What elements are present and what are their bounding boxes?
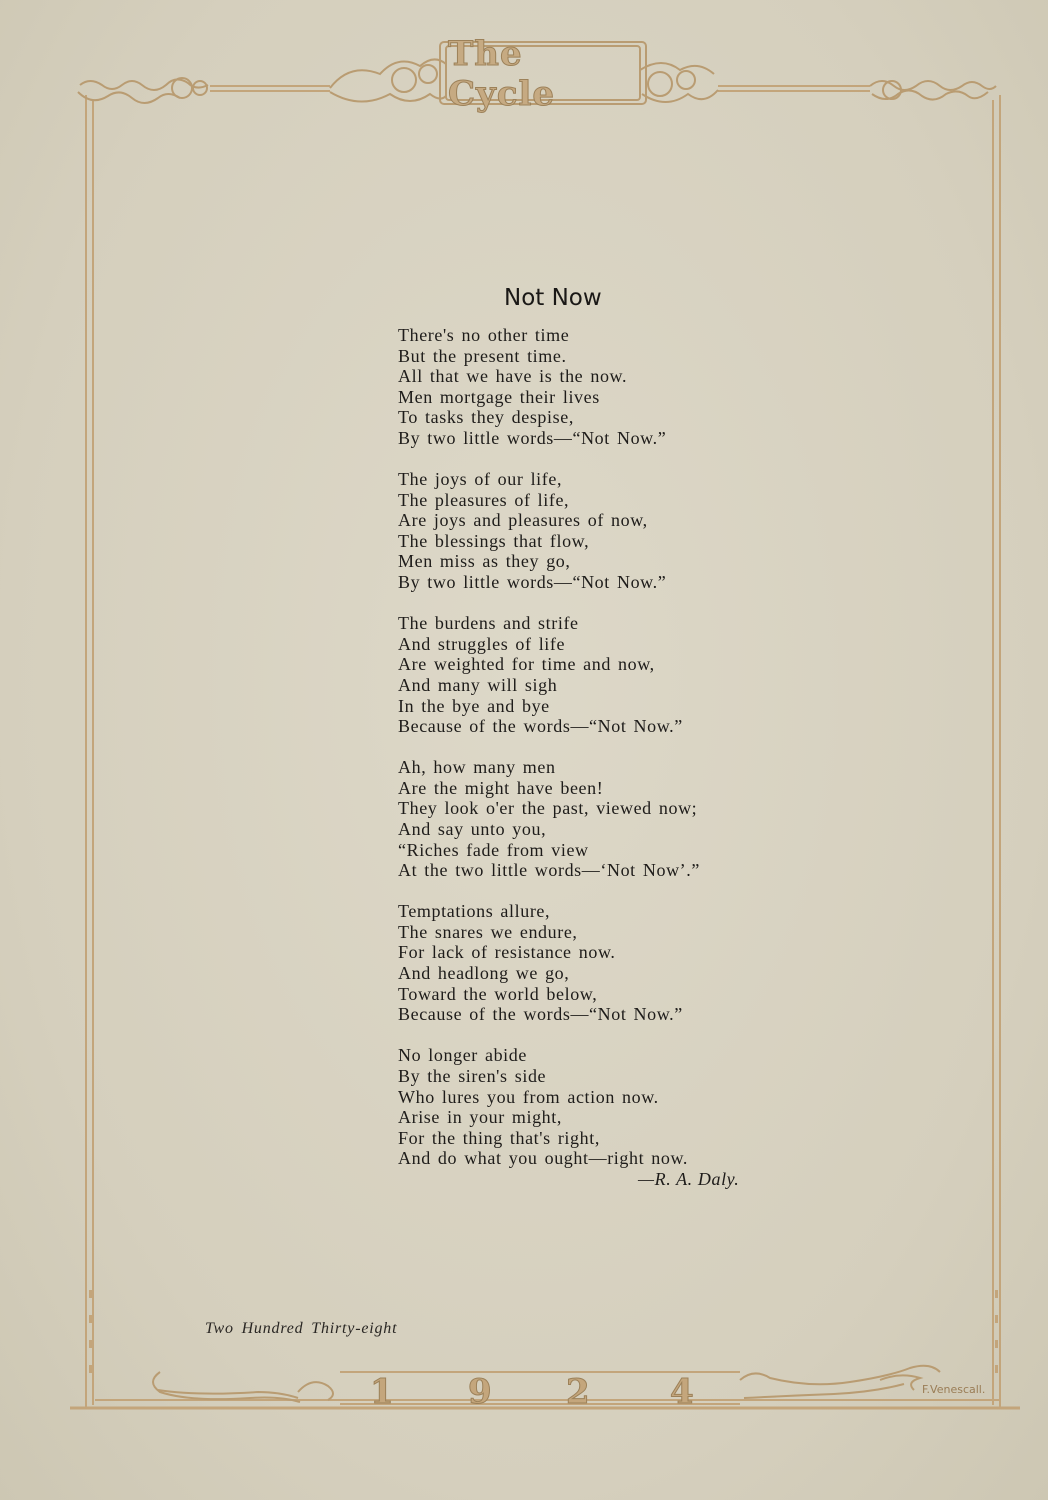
poem-line: All that we have is the now. <box>398 366 628 387</box>
poem-line: There's no other time <box>398 325 570 345</box>
masthead-title: The Cycle <box>448 34 556 114</box>
poem-stanza <box>398 325 798 449</box>
poem-line: For the thing that's right, <box>398 1127 600 1148</box>
poem-line: Because of the words—“Not Now.” <box>398 1004 683 1025</box>
poem <box>398 285 798 1190</box>
poem-line: At the two little words—‘Not Now’.” <box>398 860 700 881</box>
poem-line: By two little words—“Not Now.” <box>398 572 667 593</box>
poem-line: To tasks they despise, <box>398 407 574 428</box>
poem-stanza <box>398 469 798 593</box>
poem-stanza <box>398 757 798 881</box>
poem-line: The blessings that flow, <box>398 530 590 551</box>
poem-line: And many will sigh <box>398 674 558 695</box>
poem-line: And say unto you, <box>398 818 547 839</box>
poem-line: Arise in your might, <box>398 1107 562 1128</box>
poem-line: Men miss as they go, <box>398 551 571 572</box>
poem-line: And struggles of life <box>398 633 566 654</box>
poem-stanza <box>398 613 798 737</box>
year-digit: 4 <box>670 1372 694 1412</box>
poem-line: Are the might have been! <box>398 777 604 798</box>
poem-stanza <box>398 1045 798 1169</box>
poem-line: “Riches fade from view <box>398 839 589 860</box>
poem-line: The burdens and strife <box>398 613 579 634</box>
poem-line: In the bye and bye <box>398 695 550 716</box>
poem-line: The snares we endure, <box>398 921 578 942</box>
poem-line: By two little words—“Not Now.” <box>398 427 667 448</box>
poem-line: Temptations allure, <box>398 901 551 922</box>
poem-body <box>398 325 798 1169</box>
year-digit: 2 <box>566 1372 590 1412</box>
poem-line: Because of the words—“Not Now.” <box>398 716 683 737</box>
poem-line: Who lures you from action now. <box>398 1086 659 1107</box>
poem-attribution: —R. A. Daly. <box>638 1169 740 1190</box>
page-number: Two Hundred Thirty-eight <box>205 1320 398 1337</box>
poem-line: But the present time. <box>398 345 567 366</box>
poem-stanza <box>398 901 798 1025</box>
year-digit: 9 <box>468 1372 492 1412</box>
poem-line: The pleasures of life, <box>398 489 570 510</box>
poem-line: For lack of resistance now. <box>398 942 616 963</box>
poem-line: The joys of our life, <box>398 469 563 490</box>
poem-line: Are weighted for time and now, <box>398 654 655 675</box>
poem-line: Men mortgage their lives <box>398 386 600 407</box>
artist-signature: F.Venescall. <box>922 1383 986 1396</box>
poem-title: Not Now <box>504 285 602 311</box>
poem-line: And do what you ought—right now. <box>398 1148 689 1169</box>
poem-line: They look o'er the past, viewed now; <box>398 798 698 819</box>
poem-line: Are joys and pleasures of now, <box>398 510 648 531</box>
poem-line: And headlong we go, <box>398 963 570 984</box>
year-digit: 1 <box>370 1372 394 1412</box>
poem-line: No longer abide <box>398 1045 527 1066</box>
poem-line: Ah, how many men <box>398 757 556 778</box>
poem-line: By the siren's side <box>398 1065 547 1086</box>
poem-line: Toward the world below, <box>398 983 598 1004</box>
